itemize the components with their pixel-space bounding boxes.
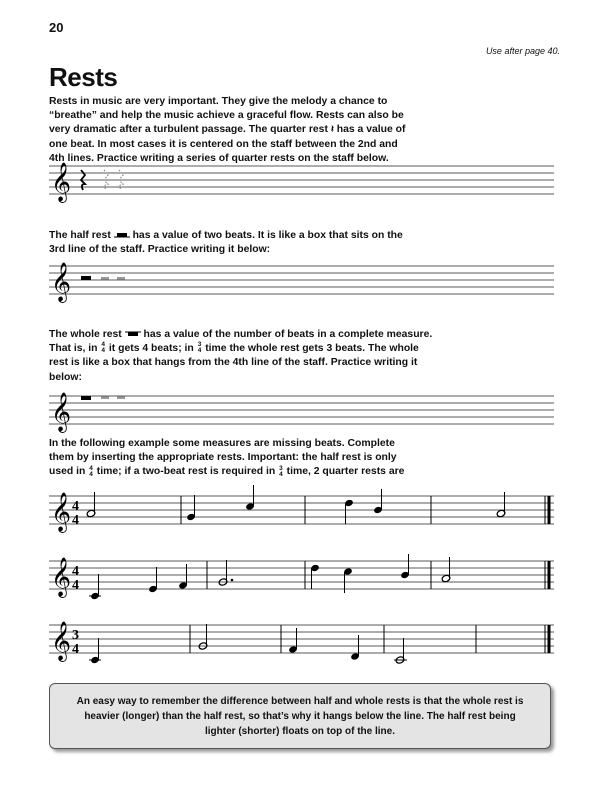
treble-clef-icon: 𝄞	[51, 557, 72, 597]
quarter-rest-practice-staff	[49, 162, 554, 202]
whole-rest-text-2: has a value of the number of beats in a complete measure. That is, in	[49, 329, 433, 355]
traced-whole-rest-icon	[101, 397, 109, 400]
exercise-staff-2	[49, 557, 554, 597]
half-rest-paragraph	[49, 229, 419, 257]
music-notes	[89, 624, 407, 664]
intro-text-1: Rests in music are very important. They give the melody a chance to “breathe” and help the music achieve a graceful flow. Rests can also be very dramatic after a turbulent passage. The quarter rest	[49, 96, 404, 136]
exercise-text-2: time; if a two-beat rest is required in	[96, 466, 276, 478]
traced-half-rest-icon	[117, 277, 125, 280]
exercise-paragraph	[49, 437, 419, 480]
half-rest-practice-staff	[49, 262, 554, 302]
whole-rest-icon	[81, 396, 91, 400]
treble-clef-icon: 𝄞	[51, 621, 72, 661]
page-number: 20	[49, 20, 64, 35]
half-rest-text-2: has a value of two beats. It is like a box that sits on the 3rd line of the staff. Practice writing it below:	[49, 230, 403, 256]
treble-clef-icon: 𝄞	[51, 262, 72, 302]
half-rest-text-1: The half rest	[49, 230, 111, 241]
exercise-staff-1	[49, 492, 554, 532]
use-after-note: Use after page 40.	[485, 46, 560, 56]
time-signature-top: 3	[72, 628, 79, 643]
whole-rest-icon	[125, 330, 141, 338]
treble-clef-icon: 𝄞	[51, 492, 72, 532]
intro-text-2: has a value of one beat. In most cases it is centered on the staff between the 2nd and 4th lines. Practice writing a series of quarter rests on the staff below.	[49, 124, 406, 164]
time-signature-3-4: 3 4	[279, 464, 283, 478]
traced-whole-rest-icon	[117, 397, 125, 400]
tip-text: An easy way to remember the difference between half and whole rests is that the whole rest is heavier (longer) than the half rest, so that’s why it hangs below the line. The half rest being lighter (shorter) floats on top of the line.	[76, 695, 524, 737]
half-rest-icon	[81, 276, 91, 280]
exercise-text-1: In the following example some measures are missing beats. Complete them by inserting the appropriate rests. Important: the half rest is only used in	[49, 438, 397, 478]
whole-rest-text-1: The whole rest	[49, 329, 122, 340]
tip-box	[49, 683, 551, 749]
music-notes	[86, 485, 506, 524]
time-signature-bottom: 4	[72, 578, 79, 593]
time-signature-bottom: 4	[72, 513, 79, 528]
time-signature-2-4: 4 4	[89, 464, 93, 478]
time-signature-bottom: 4	[72, 642, 79, 657]
exercise-staff-3	[49, 621, 554, 661]
quarter-rest-icon: 𝄽	[330, 124, 334, 136]
time-signature-top: 4	[72, 564, 79, 579]
page-title: Rests	[49, 62, 118, 92]
whole-rest-paragraph	[49, 328, 434, 385]
time-signature-top: 4	[72, 499, 79, 514]
whole-rest-practice-staff	[49, 392, 554, 432]
treble-clef-icon: 𝄞	[51, 392, 72, 432]
time-signature-4-4: 4 4	[101, 341, 106, 355]
exercise-text-3: time, 2 quarter rests are	[286, 466, 405, 478]
whole-rest-text-4: time the whole rest gets 3 beats. The whole rest is like a box that hangs from the 4th line of the staff. Practice writing it below:	[49, 343, 419, 383]
whole-rest-text-3: it gets 4 beats; in	[108, 343, 194, 355]
half-rest-icon	[114, 231, 130, 239]
intro-paragraph	[49, 95, 414, 166]
traced-half-rest-icon	[101, 277, 109, 280]
time-signature-3-4: 3 4	[197, 341, 202, 355]
treble-clef-icon: 𝄞	[51, 162, 72, 202]
